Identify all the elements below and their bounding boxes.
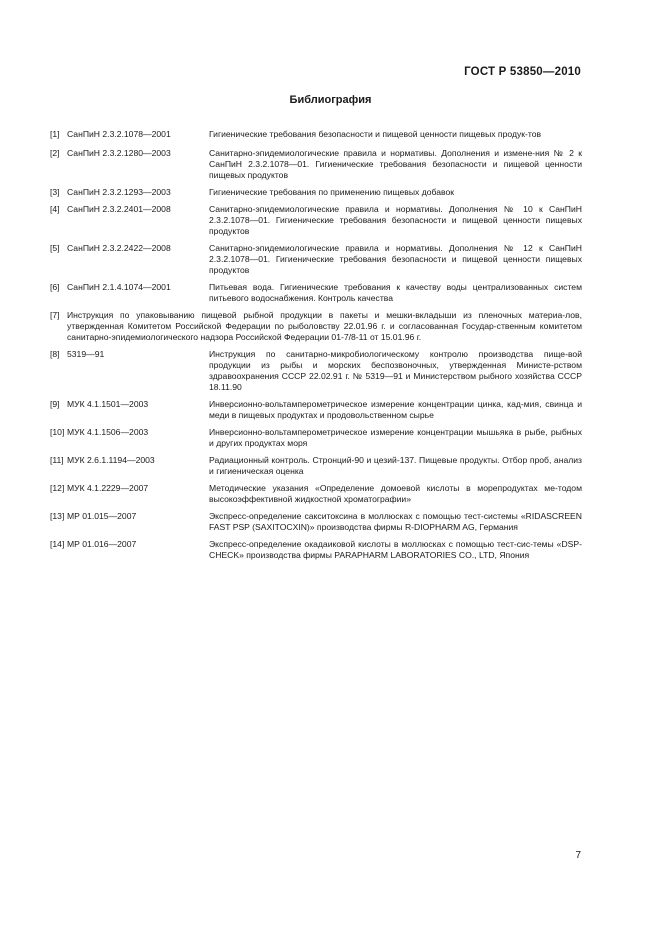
reference-item [50, 349, 582, 393]
reference-item [50, 539, 582, 561]
page-number: 7 [575, 850, 581, 861]
reference-text: Санитарно-эпидемиологические правила и нормативы. Дополнения и измене-ния № 2 к СанПиН 2.3.2.1078—01. Гигиенические требования безопасности и пищевой ценности пищевых продуктов [209, 148, 582, 180]
reference-code: СанПиН 2.3.2.1293—2003 [67, 187, 171, 197]
reference-code: СанПиН 2.1.4.1074—2001 [67, 282, 171, 292]
reference-text: Гигиенические требования по применению пищевых добавок [209, 187, 455, 197]
reference-text: Радиационный контроль. Стронций-90 и цезий-137. Пищевые продукты. Отбор проб, анализ и гигиеническая оценка [209, 455, 582, 476]
reference-code: 5319—91 [67, 349, 105, 359]
bibliography-list [50, 129, 582, 567]
reference-text: Санитарно-эпидемиологические правила и нормативы. Дополнения № 12 к СанПиН 2.3.2.1078—01. Гигиенические требования безопасности и пищевой ценности пищевых продуктов [209, 243, 582, 275]
reference-item [50, 427, 582, 449]
reference-item [50, 455, 582, 477]
reference-number: [10] [50, 427, 65, 437]
reference-number: [7] [50, 310, 60, 320]
reference-item [50, 243, 582, 276]
reference-number: [8] [50, 349, 60, 359]
reference-code: МУК 4.1.2229—2007 [67, 483, 149, 493]
reference-number: [5] [50, 243, 60, 253]
reference-code: СанПиН 2.3.2.2401—2008 [67, 204, 171, 214]
reference-text: Санитарно-эпидемиологические правила и нормативы. Дополнения № 10 к СанПиН 2.3.2.1078—01. Гигиенические требования безопасности и пищевой ценности пищевых продуктов [209, 204, 582, 236]
reference-code: СанПиН 2.3.2.1078—2001 [67, 129, 171, 139]
reference-number: [4] [50, 204, 60, 214]
reference-item [50, 511, 582, 533]
reference-code: МР 01.016—2007 [67, 539, 137, 549]
document-standard-header: ГОСТ Р 53850—2010 [464, 66, 581, 78]
reference-code: МУК 4.1.1506—2003 [67, 427, 149, 437]
reference-text: Методические указания «Определение домоевой кислоты в морепродуктах ме-тодом высокоэффективной жидкостной хроматографии» [209, 483, 582, 504]
reference-number: [11] [50, 455, 64, 465]
page-title: Библиография [289, 94, 372, 106]
reference-number: [2] [50, 148, 60, 158]
reference-text: Гигиенические требования безопасности и пищевой ценности пищевых продук-тов [209, 129, 542, 139]
reference-text: Инструкция по упаковыванию пищевой рыбной продукции в пакеты и мешки-вкладыши из пленочных материа-лов, утвержденная Комитетом Российской Федерации по рыболовству 22.01.96 г. и согласованная Государ-ственным комитетом санитарно-эпидемиологического надзора Российской Федерации 01-7/8-11 от 15.01.96 г. [67, 310, 582, 342]
reference-item [50, 483, 582, 505]
reference-text: Питьевая вода. Гигиенические требования к качеству воды централизованных систем питьевого водоснабжения. Контроль качества [209, 282, 582, 303]
reference-code: СанПиН 2.3.2.1280—2003 [67, 148, 171, 158]
reference-item [50, 204, 582, 237]
reference-item [50, 129, 582, 140]
reference-code: МУК 4.1.1501—2003 [67, 399, 149, 409]
reference-number: [1] [50, 129, 60, 139]
reference-code: МР 01.015—2007 [67, 511, 137, 521]
reference-number: [3] [50, 187, 60, 197]
reference-text: Инструкция по санитарно-микробиологическому контролю производства пище-вой продукции из рыбы и морских беспозвоночных, утвержденная Министе-рством здравоохранения СССР 22.02.91 г. № 5319—91 и Министерством рыбного хозяйства СССР 18.11.90 [209, 349, 582, 392]
reference-number: [12] [50, 483, 65, 493]
reference-item [50, 148, 582, 181]
reference-item [50, 282, 582, 304]
reference-text: Инверсионно-вольтамперометрическое измерение концентрации цинка, кад-мия, свинца и меди в пищевых продуктах и продовольственном сырье [209, 399, 582, 420]
reference-code: МУК 2.6.1.1194—2003 [67, 455, 155, 465]
reference-number: [9] [50, 399, 60, 409]
reference-number: [13] [50, 511, 65, 521]
reference-item [50, 310, 582, 343]
reference-number: [14] [50, 539, 65, 549]
reference-code: СанПиН 2.3.2.2422—2008 [67, 243, 171, 253]
reference-number: [6] [50, 282, 60, 292]
reference-text: Инверсионно-вольтамперометрическое измерение концентрации мышьяка в рыбе, рыбных и других продуктах моря [209, 427, 582, 448]
reference-item [50, 399, 582, 421]
reference-item [50, 187, 582, 198]
reference-text: Экспресс-определение окадаиковой кислоты в моллюсках с помощью тест-сис-темы «DSP-CHECK» производства фирмы PARAPHARM LABORATORIES CO., LTD, Япония [209, 539, 582, 560]
reference-text: Экспресс-определение сакситоксина в моллюсках с помощью тест-системы «RIDASCREEN FAST PSP (SAXITOCXIN)» производства фирмы R-DIOPHARM AG, Германия [209, 511, 582, 532]
